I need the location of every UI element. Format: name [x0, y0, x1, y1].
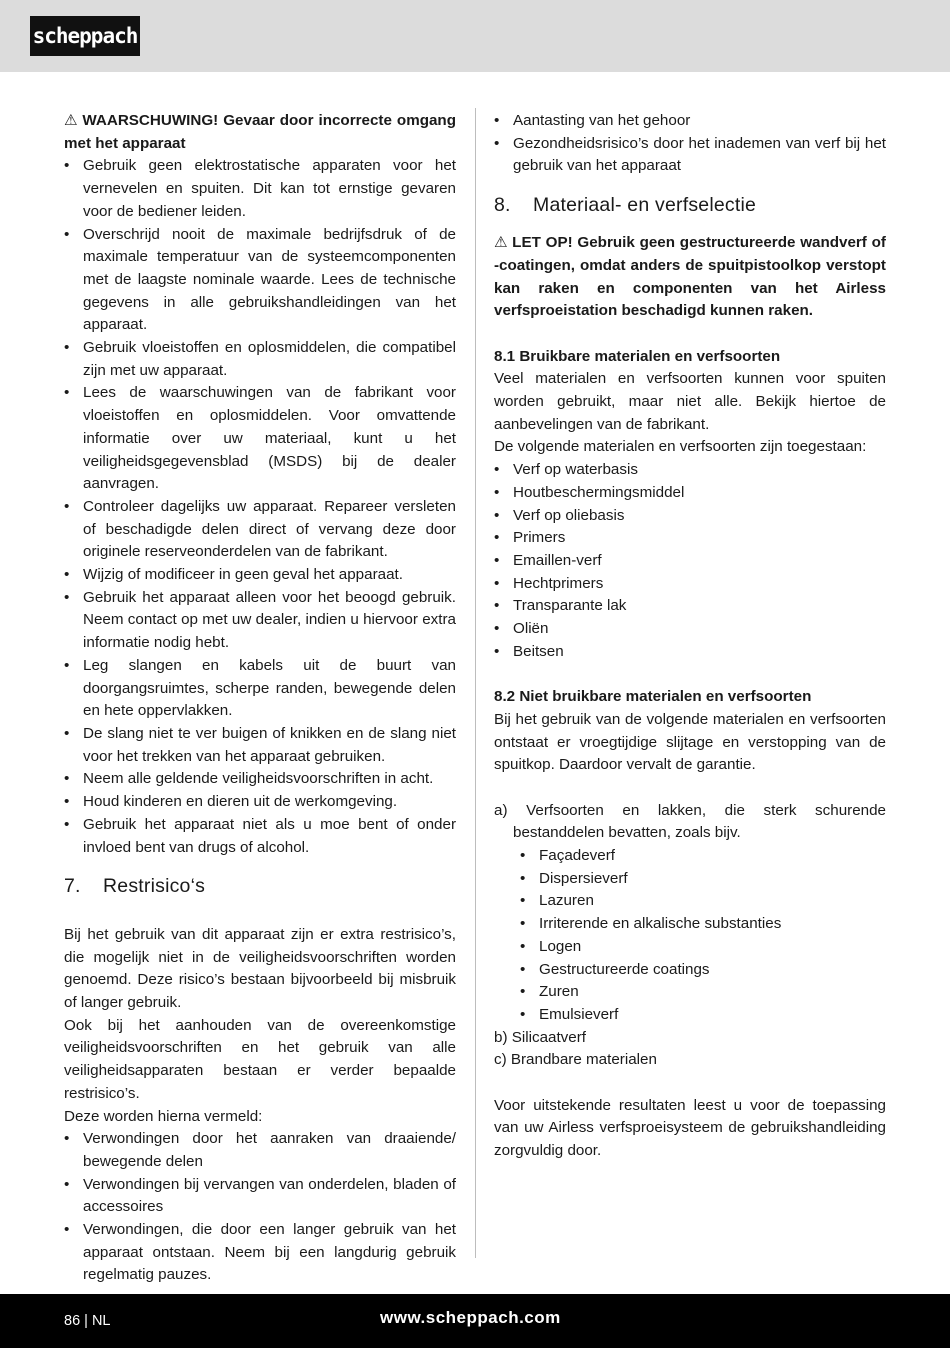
right-column — [494, 110, 886, 1163]
closing-paragraph: Voor uitstekende resultaten leest u voor de toepassing van uw Airless verfsproeisysteem de gebruikshandleiding zorgvuldig door. — [494, 1096, 886, 1160]
item-c: c) Brandbare materialen — [494, 1051, 657, 1069]
section-7-paragraph: Ook bij het aanhouden van de overeenkomstige veiligheidsvoorschriften en het gebruik van alle veiligheidsapparaten bestaan er verder bepaalde restrisico’s. — [64, 1016, 456, 1102]
subsection-8-2-paragraph: Bij het gebruik van de volgende materialen en verfsoorten ontstaat er vroegtijdige slijtage en verstopping van de spuitkop. Daardoor vervalt de garantie. — [494, 710, 886, 774]
list-item: • Façadeverf — [520, 845, 886, 868]
section-7-title: Restrisico‘s — [103, 875, 206, 898]
list-item: • Aantasting van het gehoor — [494, 110, 886, 133]
letop-text: LET OP! Gebruik geen gestructureerde wandverf of -coatingen, omdat anders de spuitpistoolkop verstopt kan raken en componenten van het Airless verfsproeistation beschadigd kunnen raken. — [494, 234, 886, 320]
list-item: • Dispersieverf — [520, 868, 886, 891]
list-item: • Controleer dagelijks uw apparaat. Repareer versleten of beschadigde delen direct of vervang deze door originele reserveonderdelen van de fabrikant. — [64, 496, 456, 564]
warning-triangle-icon: ⚠ — [494, 234, 509, 252]
section-7-heading — [64, 871, 456, 901]
footer-bar — [0, 1294, 950, 1348]
list-item: • Irriterende en alkalische substanties — [520, 913, 886, 936]
list-item: • Gebruik het apparaat niet als u moe bent of onder invloed bent van drugs of alcohol. — [64, 814, 456, 859]
column-divider — [475, 108, 476, 1258]
left-column — [64, 110, 456, 1287]
list-item: • Verf op oliebasis — [494, 505, 886, 528]
list-item: • Gebruik het apparaat alleen voor het beoogd gebruik. Neem contact op met uw dealer, indien u hiervoor extra informatie nodig hebt. — [64, 587, 456, 655]
scheppach-logo: scheppach — [30, 16, 140, 56]
item-b: b) Silicaatverf — [494, 1028, 587, 1046]
list-item: • Leg slangen en kabels uit de buurt van doorgangsruimtes, scherpe randen, bewegende delen en hete oppervlakken. — [64, 655, 456, 723]
subsection-8-1-paragraph: De volgende materialen en verfsoorten zijn toegestaan: — [494, 438, 867, 456]
list-item: • De slang niet te ver buigen of knikken en de slang niet voor het trekken van het apparaat gebruiken. — [64, 723, 456, 768]
subsection-8-1-paragraph: Veel materialen en verfsoorten kunnen voor spuiten worden gebruikt, maar niet alle. Bekijk hiertoe de aanbevelingen van de fabrikant. — [494, 370, 886, 433]
warning-heading — [64, 110, 456, 155]
residual-risk-list — [64, 1128, 456, 1287]
section-8-title: Materiaal- en verfselectie — [533, 194, 757, 217]
list-item: • Verwondingen door het aanraken van draaiende/ bewegende delen — [64, 1128, 456, 1173]
page-number: 86 | NL — [64, 1313, 111, 1329]
list-item: • Emulsieverf — [520, 1004, 886, 1027]
section-7-paragraph: Bij het gebruik van dit apparaat zijn er extra restrisico’s, die mogelijk niet in de veiligheidsvoorschriften worden genoemd. Deze risico’s bestaan bijvoorbeeld bij misbruik of langer gebruik. — [64, 925, 456, 1011]
section-8-heading — [494, 190, 886, 220]
warning-triangle-icon: ⚠ — [64, 112, 79, 129]
list-item: • Gestructureerde coatings — [520, 959, 886, 982]
website-url: www.scheppach.com — [380, 1308, 561, 1327]
section-7-number: 7. — [64, 875, 81, 898]
list-item: • Neem alle geldende veiligheidsvoorschriften in acht. — [64, 768, 456, 791]
list-item: • Houtbeschermingsmiddel — [494, 482, 886, 505]
list-item: • Emaillen-verf — [494, 550, 886, 573]
warning-list — [64, 155, 456, 859]
list-item: • Logen — [520, 936, 886, 959]
list-item: • Verwondingen bij vervangen van onderdelen, bladen of accessoires — [64, 1174, 456, 1219]
subsection-8-2-title: 8.2 Niet bruikbare materialen en verfsoorten — [494, 688, 812, 706]
list-item: • Gebruik vloeistoffen en oplosmiddelen, die compatibel zijn met uw apparaat. — [64, 337, 456, 382]
list-item: • Verwondingen, die door een langer gebruik van het apparaat ontstaan. Neem bij een langdurig gebruik regelmatig pauzes. — [64, 1219, 456, 1287]
list-item: • Oliën — [494, 618, 886, 641]
list-item: • Houd kinderen en dieren uit de werkomgeving. — [64, 791, 456, 814]
warning-title: WAARSCHUWING! Gevaar door incorrecte omgang met het apparaat — [64, 112, 456, 152]
list-item: • Hechtprimers — [494, 573, 886, 596]
header-bar — [0, 0, 950, 72]
item-a: a) Verfsoorten en lakken, die sterk schurende bestanddelen bevatten, zoals bijv. — [494, 801, 886, 842]
list-item: • Zuren — [520, 981, 886, 1004]
list-item: • Gezondheidsrisico’s door het inademen van verf bij het gebruik van het apparaat — [494, 133, 886, 178]
list-item: • Wijzig of modificeer in geen geval het apparaat. — [64, 564, 456, 587]
list-item: • Overschrijd nooit de maximale bedrijfsdruk of de maximale temperatuur van de systeemcomponenten met de laagste nominale waarde. Lees de technische gegevens in alle gebruikshandleidingen van het apparaat. — [64, 224, 456, 338]
section-7-paragraph: Deze worden hierna vermeld: — [64, 1107, 263, 1125]
letop-notice — [494, 232, 886, 323]
list-item: • Transparante lak — [494, 595, 886, 618]
list-item: • Verf op waterbasis — [494, 459, 886, 482]
subsection-8-1-title: 8.1 Bruikbare materialen en verfsoorten — [494, 347, 781, 365]
section-8-number: 8. — [494, 194, 511, 217]
list-item: • Lazuren — [520, 890, 886, 913]
usable-materials-list — [494, 459, 886, 663]
risk-list-continued — [494, 110, 886, 178]
list-item: • Gebruik geen elektrostatische apparaten voor het vernevelen en spuiten. Dit kan tot ernstige gevaren voor de bediener leiden. — [64, 155, 456, 223]
list-item: • Lees de waarschuwingen van de fabrikant voor vloeistoffen en oplosmiddelen. Voor omvattende informatie over uw materiaal, kunt u het veiligheidsgegevensblad (MSDS) bij de dealer aanvragen. — [64, 382, 456, 496]
list-item: • Primers — [494, 527, 886, 550]
list-item: • Beitsen — [494, 641, 886, 664]
abrasive-materials-list — [520, 845, 886, 1027]
